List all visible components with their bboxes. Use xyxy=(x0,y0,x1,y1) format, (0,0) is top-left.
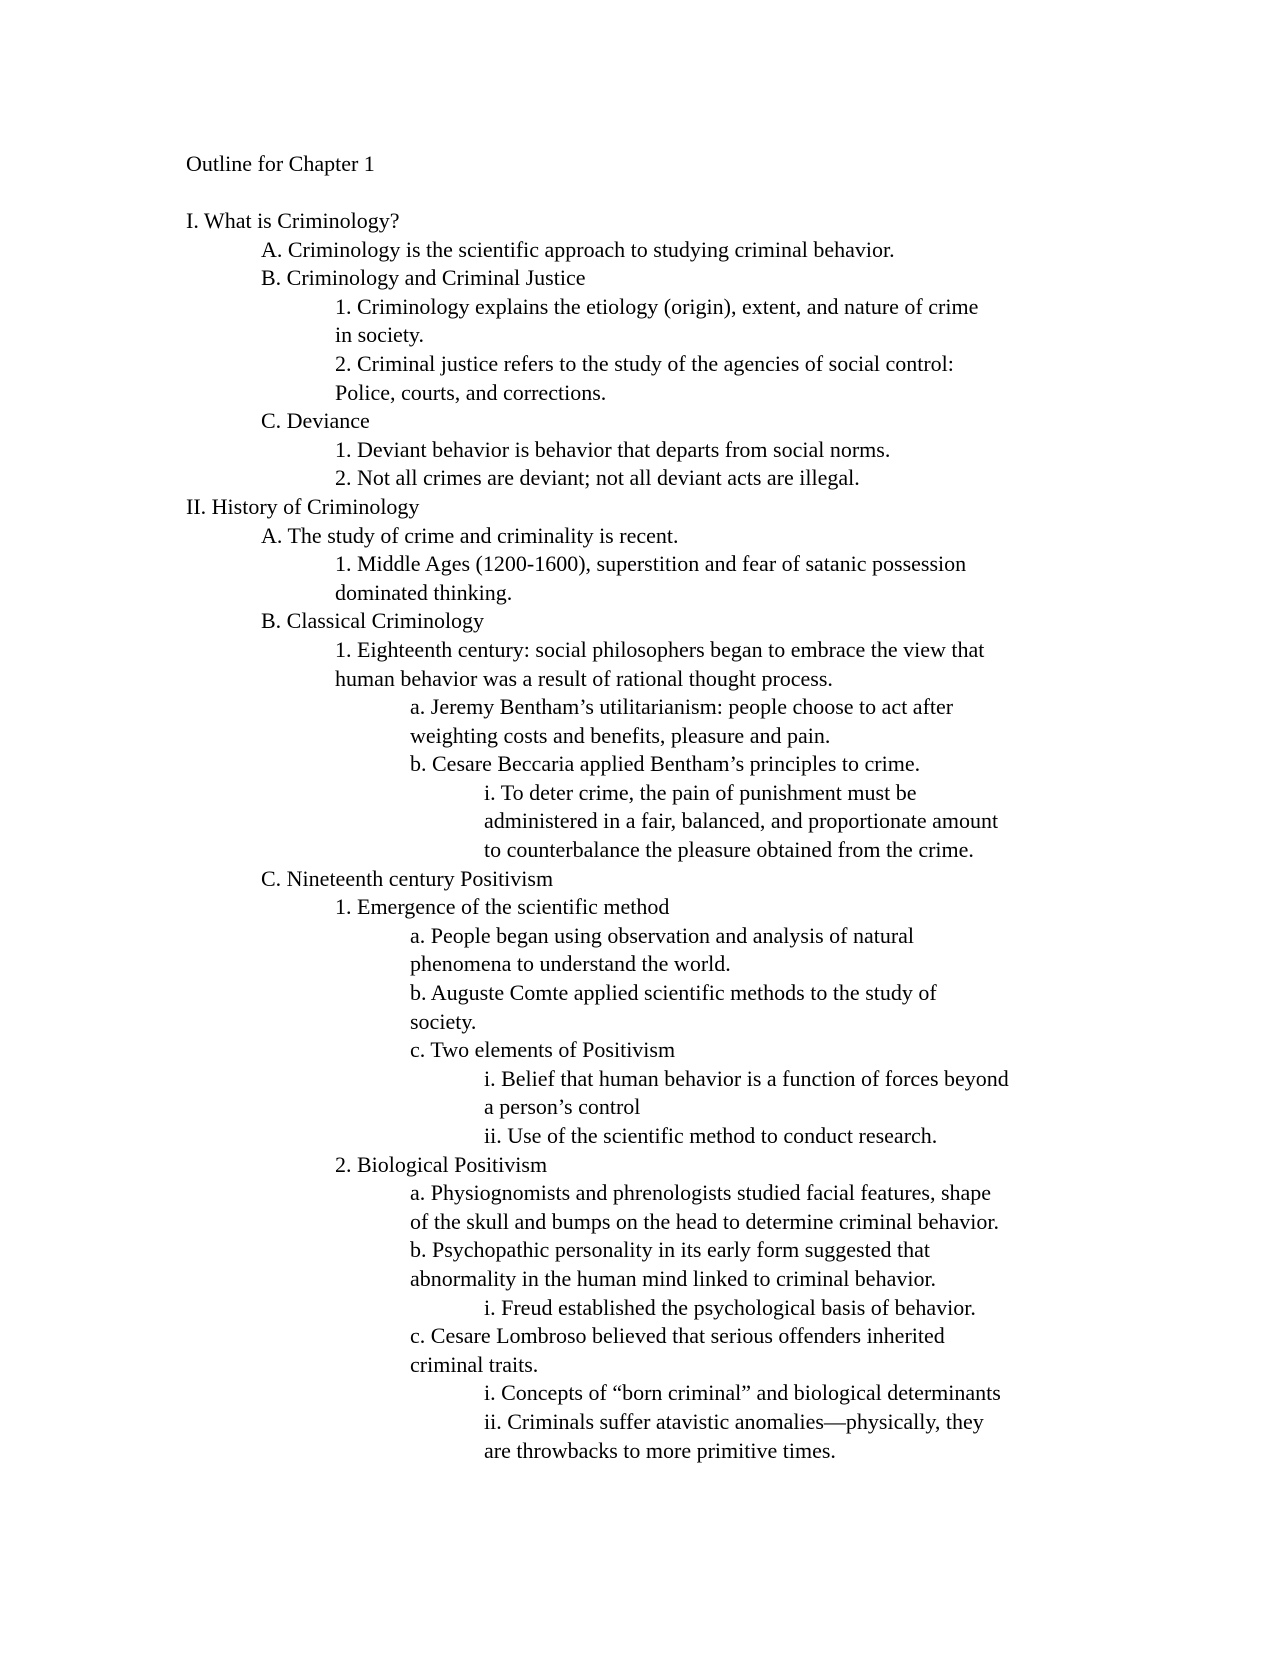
outline-line: A. The study of crime and criminality is recent. xyxy=(261,522,679,548)
outline-line: i. Freud established the psychological basis of behavior. xyxy=(484,1294,976,1320)
outline-line: i. Belief that human behavior is a function of forces beyond xyxy=(484,1065,1009,1091)
outline-line: a. Physiognomists and phrenologists studied facial features, shape xyxy=(410,1180,992,1206)
outline-line: i. Concepts of “born criminal” and biological determinants xyxy=(484,1380,1001,1406)
outline-line: B. Criminology and Criminal Justice xyxy=(261,265,586,291)
outline-line: Police, courts, and corrections. xyxy=(335,379,607,405)
outline-line: 1. Criminology explains the etiology (origin), extent, and nature of crime xyxy=(335,293,979,319)
outline-line: i. To deter crime, the pain of punishment must be xyxy=(484,779,917,805)
outline-line: phenomena to understand the world. xyxy=(410,951,731,977)
outline-line: II. History of Criminology xyxy=(186,493,420,519)
outline-line: c. Cesare Lombroso believed that serious offenders inherited xyxy=(410,1323,945,1349)
outline-line: b. Cesare Beccaria applied Bentham’s principles to crime. xyxy=(410,751,921,777)
outline-line: abnormality in the human mind linked to criminal behavior. xyxy=(410,1265,937,1291)
outline-line: administered in a fair, balanced, and proportionate amount xyxy=(484,808,999,834)
outline-line: weighting costs and benefits, pleasure and pain. xyxy=(410,722,831,748)
outline-line: ii. Criminals suffer atavistic anomalies—physically, they xyxy=(484,1408,984,1434)
outline-line: B. Classical Criminology xyxy=(261,608,485,634)
outline xyxy=(0,207,1280,1465)
outline-line: C. Deviance xyxy=(261,408,370,434)
outline-line: to counterbalance the pleasure obtained from the crime. xyxy=(484,837,974,863)
outline-line: criminal traits. xyxy=(410,1351,539,1377)
outline-line: in society. xyxy=(335,322,424,348)
outline-line: 1. Deviant behavior is behavior that departs from social norms. xyxy=(335,436,891,462)
outline-line: human behavior was a result of rational thought process. xyxy=(335,665,833,691)
outline-line: dominated thinking. xyxy=(335,579,513,605)
outline-line: C. Nineteenth century Positivism xyxy=(261,865,554,891)
outline-line: 1. Eighteenth century: social philosophers began to embrace the view that xyxy=(335,636,985,662)
outline-line: c. Two elements of Positivism xyxy=(410,1037,676,1063)
outline-line: are throwbacks to more primitive times. xyxy=(484,1437,836,1463)
outline-line: I. What is Criminology? xyxy=(186,208,400,233)
outline-line: a. People began using observation and analysis of natural xyxy=(410,922,915,948)
outline-line: 2. Not all crimes are deviant; not all deviant acts are illegal. xyxy=(335,465,860,491)
outline-line: of the skull and bumps on the head to determine criminal behavior. xyxy=(410,1208,999,1234)
outline-line: b. Psychopathic personality in its early form suggested that xyxy=(410,1237,930,1263)
outline-line: b. Auguste Comte applied scientific methods to the study of xyxy=(410,980,937,1006)
outline-line: a. Jeremy Bentham’s utilitarianism: people choose to act after xyxy=(410,694,954,720)
outline-line: 1. Middle Ages (1200-1600), superstition and fear of satanic possession xyxy=(335,551,967,577)
outline-line: a person’s control xyxy=(484,1094,641,1120)
outline-line: ii. Use of the scientific method to conduct research. xyxy=(484,1123,938,1148)
outline-line: 1. Emergence of the scientific method xyxy=(335,894,670,920)
outline-line: society. xyxy=(410,1008,477,1034)
document-title: Outline for Chapter 1 xyxy=(186,151,375,176)
outline-line: 2. Criminal justice refers to the study of the agencies of social control: xyxy=(335,350,954,376)
outline-line: A. Criminology is the scientific approach to studying criminal behavior. xyxy=(261,236,895,262)
outline-line: 2. Biological Positivism xyxy=(335,1151,548,1177)
